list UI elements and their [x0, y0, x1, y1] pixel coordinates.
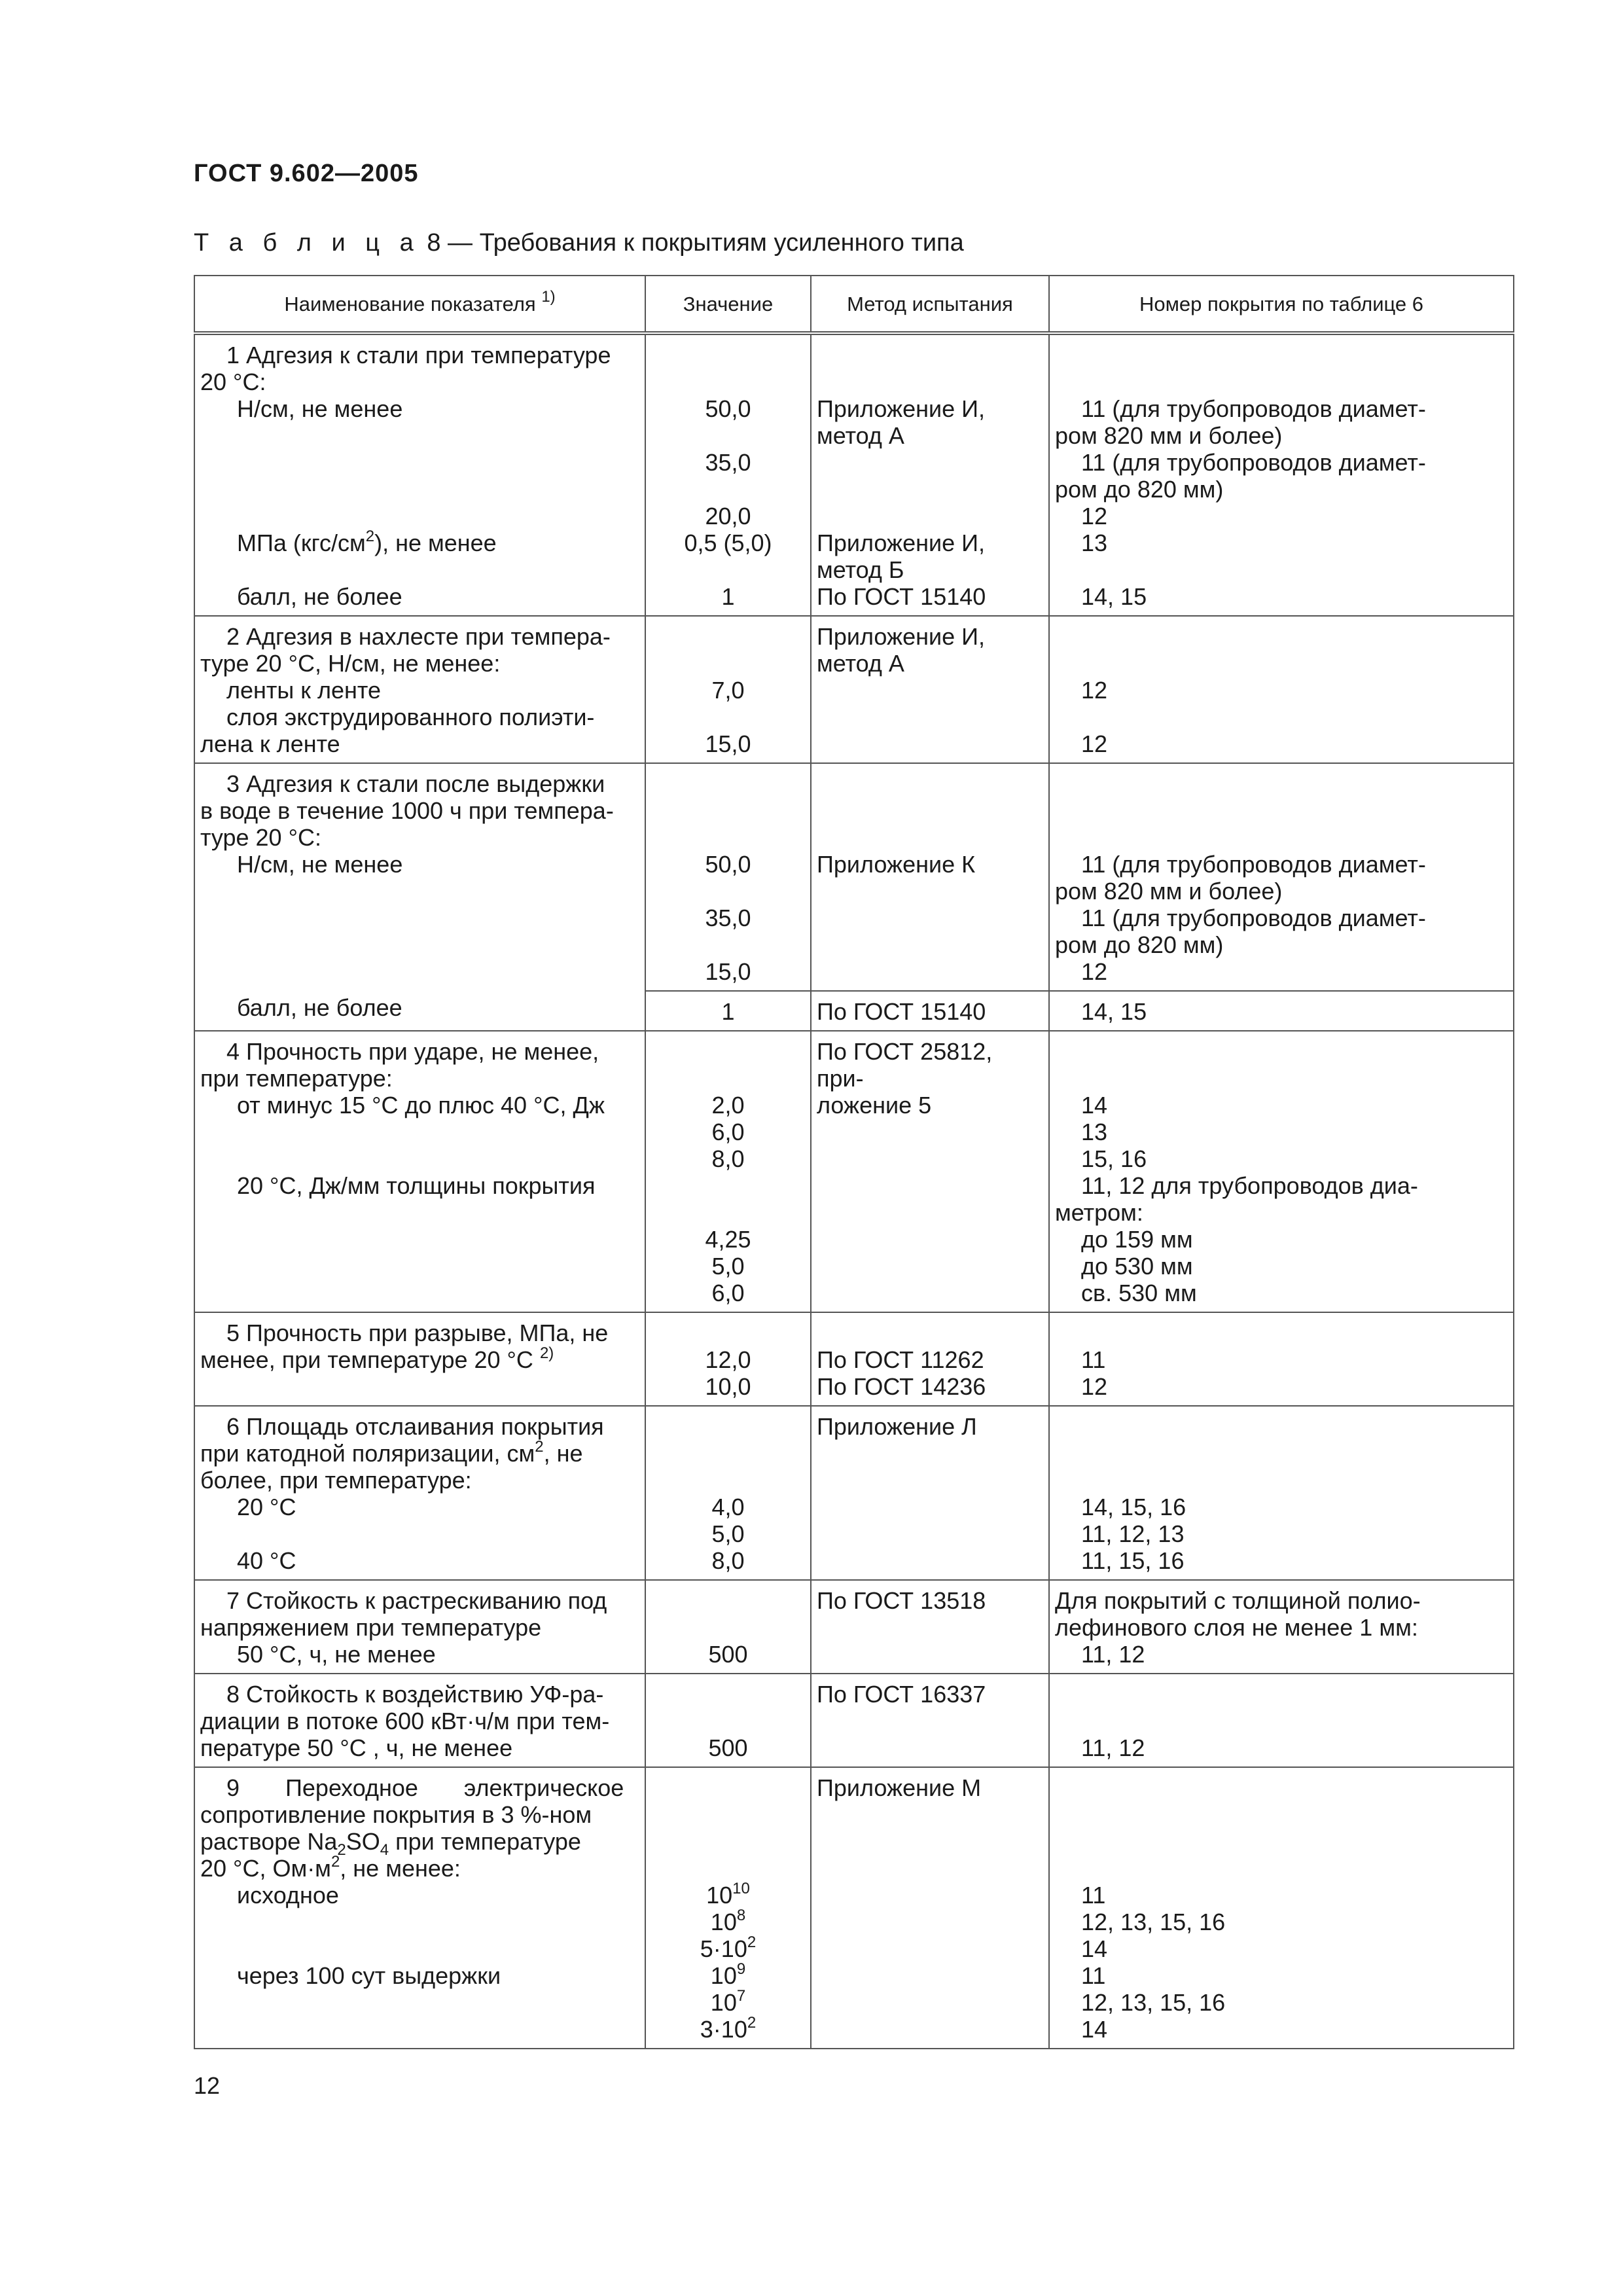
- row9-methods: Приложение М: [811, 1767, 1049, 2049]
- row3-numbers: 11 (для трубопроводов диамет- ром 820 мм и более) 11 (для трубопроводов диамет- ром до 820 мм) 12: [1049, 763, 1514, 991]
- table-row: [194, 1312, 1514, 1406]
- row7-methods: По ГОСТ 13518: [811, 1580, 1049, 1674]
- row5-name: 5 Прочность при разрыве, МПа, не менее, при температуре 20 °С $^{2)}$: [194, 1312, 645, 1406]
- column-header-value: Значение: [645, 276, 811, 333]
- row8-methods: По ГОСТ 16337: [811, 1674, 1049, 1767]
- row1-values: 50,0 35,0 20,0 0,5 (5,0) 1: [645, 333, 811, 616]
- row7-numbers: Для покрытий с толщиной полио- лефинового слоя не менее 1 мм: 11, 12: [1049, 1580, 1514, 1674]
- row8-values: 500: [645, 1674, 811, 1767]
- row9-values: $10^{10}$ $10^8$ $5\cdot 10^2$ $10^9$ $10^7$ $3\cdot 10^2$: [645, 1767, 811, 2049]
- row2-name: 2 Адгезия в нахлесте при темпера- туре 20 °С, Н/см, не менее: ленты к ленте слоя экструдированного полиэти- лена к ленте: [194, 616, 645, 763]
- row6-methods: Приложение Л: [811, 1406, 1049, 1580]
- row3-ball-method: По ГОСТ 15140: [811, 991, 1049, 1031]
- table-header-row: [194, 276, 1514, 333]
- row3-methods: Приложение К: [811, 763, 1049, 991]
- row8-numbers: 11, 12: [1049, 1674, 1514, 1767]
- row3-ball-number: 14, 15: [1049, 991, 1514, 1031]
- row3-values: 50,0 35,0 15,0: [645, 763, 811, 991]
- row2-numbers: 12 12: [1049, 616, 1514, 763]
- row1-methods: Приложение И, метод А Приложение И, метод Б По ГОСТ 15140: [811, 333, 1049, 616]
- table-row: [194, 763, 1514, 991]
- row6-values: 4,0 5,0 8,0: [645, 1406, 811, 1580]
- row5-methods: По ГОСТ 11262 По ГОСТ 14236: [811, 1312, 1049, 1406]
- row8-name: 8 Стойкость к воздействию УФ-ра- диации в потоке 600 кВт·ч/м при тем- пературе 50 °С , ч, не менее: [194, 1674, 645, 1767]
- row2-methods: Приложение И, метод А: [811, 616, 1049, 763]
- row4-name: 4 Прочность при ударе, не менее, при температуре: от минус 15 °С до плюс 40 °С, Дж 20 °С, Дж/мм толщины покрытия: [194, 1031, 645, 1312]
- column-header-number: Номер покрытия по таблице 6: [1049, 276, 1514, 333]
- row4-values: 2,0 6,0 8,0 4,25 5,0 6,0: [645, 1031, 811, 1312]
- document-header: ГОСТ 9.602—2005: [194, 160, 419, 187]
- row3-name: 3 Адгезия к стали после выдержки в воде в течение 1000 ч при темпера- туре 20 °С: Н/см, не менее балл, не более: [194, 763, 645, 1031]
- table-row: [194, 616, 1514, 763]
- table-caption: [194, 229, 964, 257]
- row3-ball-value: 1: [645, 991, 811, 1031]
- row5-numbers: 11 12: [1049, 1312, 1514, 1406]
- row1-numbers: 11 (для трубопроводов диамет- ром 820 мм и более) 11 (для трубопроводов диамет- ром до 820 мм) 12 13 14, 15: [1049, 333, 1514, 616]
- table-row: [194, 1031, 1514, 1312]
- table-row: [194, 1767, 1514, 2049]
- table-caption-text: 8 — Требования к покрытиям усиленного типа: [427, 229, 964, 257]
- row6-name: 6 Площадь отслаивания покрытия при катодной поляризации, $см^2$, не более, при температуре: 20 °С 40 °С: [194, 1406, 645, 1580]
- page-number: 12: [194, 2072, 221, 2099]
- column-header-method: Метод испытания: [811, 276, 1049, 333]
- column-header-name: Наименование показателя $^{1)}$: [194, 276, 645, 333]
- row7-values: 500: [645, 1580, 811, 1674]
- row1-name: 1 Адгезия к стали при температуре 20 °С: Н/см, не менее МПа $(кгс/см^2)$, не менее балл, не более: [194, 333, 645, 616]
- table-caption-prefix: Т а б л и ц а: [194, 229, 420, 257]
- row4-numbers: 14 13 15, 16 11, 12 для трубопроводов диа- метром: до 159 мм до 530 мм св. 530 мм: [1049, 1031, 1514, 1312]
- table-row: [194, 333, 1514, 616]
- requirements-table: [194, 275, 1514, 2049]
- row9-numbers: 11 12, 13, 15, 16 14 11 12, 13, 15, 16 14: [1049, 1767, 1514, 2049]
- table-row: [194, 1580, 1514, 1674]
- row4-methods: По ГОСТ 25812, при- ложение 5: [811, 1031, 1049, 1312]
- row6-numbers: 14, 15, 16 11, 12, 13 11, 15, 16: [1049, 1406, 1514, 1580]
- table-row: [194, 1406, 1514, 1580]
- row5-values: 12,0 10,0: [645, 1312, 811, 1406]
- row2-values: 7,0 15,0: [645, 616, 811, 763]
- table-row: [194, 1674, 1514, 1767]
- row7-name: 7 Стойкость к растрескиванию под напряжением при температуре 50 °С, ч, не менее: [194, 1580, 645, 1674]
- row9-name: 9 Переходное электрическое сопротивление покрытия в 3 %-ном растворе $Na_2SO_4$ при температуре 20 °С, $Ом\cdot м^2$, не менее: исходное через 100 сут выдержки: [194, 1767, 645, 2049]
